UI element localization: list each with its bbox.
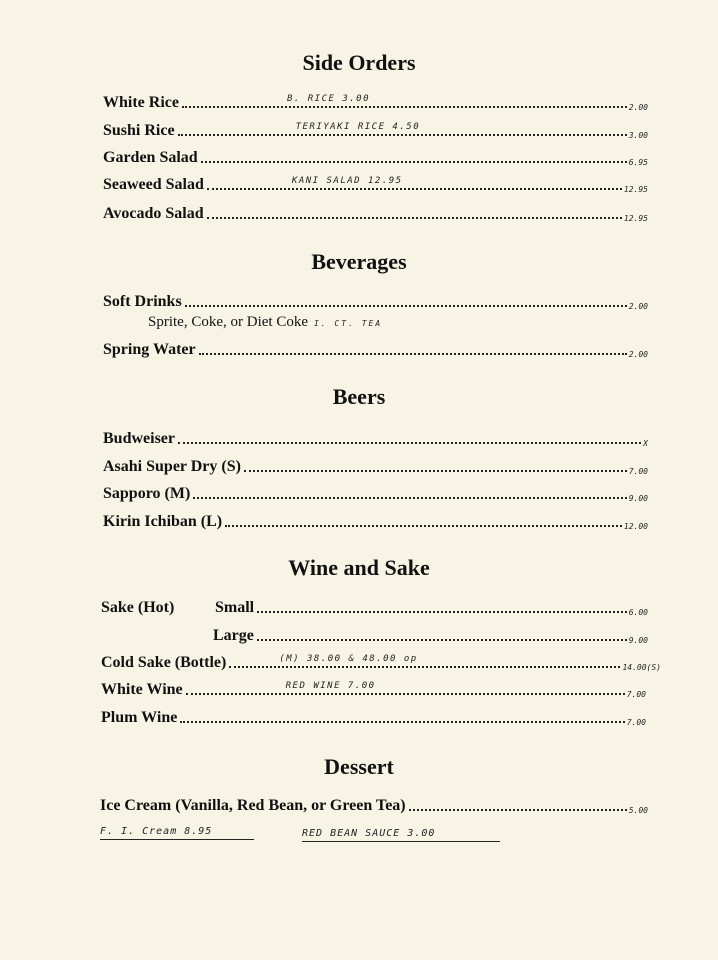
item-price: 9.00 <box>628 636 648 645</box>
section-title-beers: Beers <box>332 384 386 409</box>
item-price: 3.00 <box>628 131 648 140</box>
handwritten-note: (M) 38.00 & 48.00 op <box>279 654 418 664</box>
menu-item-cold-sake <box>101 651 661 673</box>
menu-item-avocado-salad <box>103 202 648 224</box>
dot-leader <box>199 353 627 355</box>
menu-item-spring-water <box>103 338 648 360</box>
item-name: Avocado Salad <box>103 205 204 222</box>
sake-hot-label: Sake (Hot) <box>101 599 175 616</box>
item-name: Small <box>215 599 255 616</box>
item-name: White Rice <box>103 94 179 111</box>
item-price: 2.00 <box>628 103 648 112</box>
handwritten-note: TERIYAKI RICE 4.50 <box>295 122 421 132</box>
menu-item-garden-salad <box>103 146 648 168</box>
item-name: Soft Drinks <box>103 293 182 310</box>
soft-drinks-list: Sprite, Coke, or Diet Coke <box>148 314 308 330</box>
dot-leader <box>207 217 622 219</box>
item-price: 12.95 <box>623 214 648 223</box>
dot-leader <box>225 525 622 527</box>
item-name: White Wine <box>101 681 183 698</box>
dot-leader <box>207 176 622 190</box>
dot-leader <box>201 161 627 163</box>
item-price: 12.95 <box>623 185 648 194</box>
item-name: Cold Sake (Bottle) <box>101 654 227 671</box>
handwritten-note-red-bean-sauce: RED BEAN SAUCE 3.00 <box>302 828 500 842</box>
handwritten-note: I. CT. TEA <box>313 319 383 328</box>
soft-drinks-options <box>148 314 382 331</box>
item-price: 6.00 <box>628 608 648 617</box>
dot-leader <box>244 470 627 472</box>
item-name <box>100 796 406 816</box>
item-price: 6.95 <box>628 158 648 167</box>
item-price: 9.00 <box>628 494 648 503</box>
dot-leader <box>409 809 627 811</box>
menu-item-sapporo <box>103 482 648 504</box>
handwritten-note: KANI SALAD 12.95 <box>291 176 403 186</box>
section-title-dessert: Dessert <box>324 754 394 779</box>
menu-item-kirin <box>103 510 648 532</box>
section-title-wine-and-sake: Wine and Sake <box>288 555 430 580</box>
item-price: 7.00 <box>626 718 646 727</box>
handwritten-note: RED WINE 7.00 <box>285 681 376 691</box>
menu-item-white-wine <box>101 678 646 700</box>
item-price: X <box>643 439 648 448</box>
dot-leader <box>193 497 626 499</box>
menu-item-soft-drinks <box>103 290 648 312</box>
menu-item-asahi <box>103 455 648 477</box>
item-name: Budweiser <box>103 430 175 447</box>
item-price: 7.00 <box>626 690 646 699</box>
handwritten-note-fried-ice-cream: F. I. Cream 8.95 <box>100 826 254 840</box>
dot-leader <box>257 639 627 641</box>
dot-leader <box>178 122 627 136</box>
item-name: Spring Water <box>103 341 196 358</box>
item-price: 7.00 <box>628 467 648 476</box>
item-name-detail: (Vanilla, Red Bean, or Green Tea) <box>171 797 406 814</box>
menu-item-sake-small <box>215 596 648 618</box>
item-price: 2.00 <box>628 350 648 359</box>
section-title-beverages: Beverages <box>311 249 407 274</box>
item-name: Sapporo (M) <box>103 485 191 502</box>
handwritten-note: B. RICE 3.00 <box>286 94 371 104</box>
item-price: 5.00 <box>628 806 648 815</box>
item-name: Kirin Ichiban (L) <box>103 513 223 530</box>
dot-leader <box>257 611 627 613</box>
item-name: Garden Salad <box>103 149 198 166</box>
menu-item-budweiser <box>103 427 648 449</box>
item-name-main: Ice Cream <box>100 797 172 814</box>
item-price: 2.00 <box>628 302 648 311</box>
dot-leader <box>185 305 627 307</box>
dot-leader <box>180 721 624 723</box>
menu-item-sushi-rice <box>103 119 648 141</box>
item-name: Large <box>213 627 254 644</box>
item-name: Plum Wine <box>101 709 178 726</box>
dot-leader <box>182 94 627 108</box>
section-title-side-orders: Side Orders <box>302 50 416 75</box>
item-name: Asahi Super Dry (S) <box>103 458 241 475</box>
menu-item-white-rice <box>103 91 648 113</box>
menu-item-sake-large <box>213 624 648 646</box>
menu-item-seaweed-salad <box>103 173 648 195</box>
dot-leader <box>229 654 620 668</box>
item-price: 14.00(S) <box>622 663 661 672</box>
menu-item-plum-wine <box>101 706 646 728</box>
dot-leader <box>186 681 625 695</box>
item-name: Sushi Rice <box>103 122 175 139</box>
menu-item-ice-cream <box>100 794 648 816</box>
item-price: 12.00 <box>623 522 648 531</box>
item-name: Seaweed Salad <box>103 176 204 193</box>
dot-leader <box>178 442 641 444</box>
